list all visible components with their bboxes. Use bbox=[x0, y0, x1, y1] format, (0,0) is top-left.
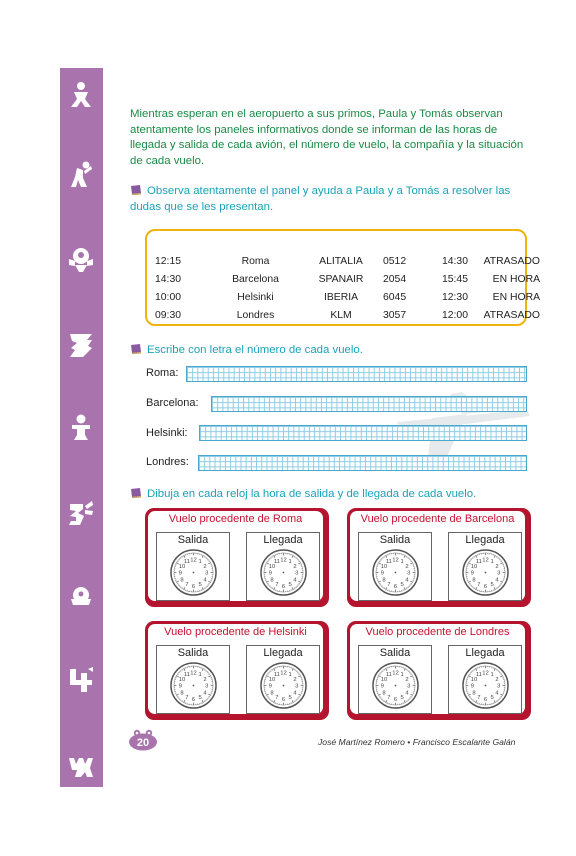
clock-number: 5 bbox=[198, 582, 202, 589]
clock-number: 12 bbox=[482, 670, 489, 677]
clock-number: 8 bbox=[180, 577, 184, 584]
clock-number: 7 bbox=[275, 695, 279, 702]
clock-number: 2 bbox=[203, 564, 207, 571]
clock-number: 5 bbox=[490, 582, 494, 589]
clock-number: 4 bbox=[293, 690, 297, 697]
flight-compania: SPANAIR bbox=[318, 273, 364, 285]
flight-estado: EN HORA bbox=[492, 273, 540, 285]
clock-number: 4 bbox=[405, 577, 409, 584]
flight-row bbox=[155, 270, 540, 288]
clock-number: 12 bbox=[190, 557, 197, 564]
clock-card bbox=[145, 621, 329, 720]
clock-number: 8 bbox=[270, 690, 274, 697]
clock-center bbox=[283, 685, 285, 687]
clock-number: 9 bbox=[470, 570, 474, 577]
clock-card-title: Vuelo procedente de Helsinki bbox=[164, 626, 307, 638]
flight-vuelo: 2054 bbox=[383, 273, 407, 285]
clock-number: 12 bbox=[482, 557, 489, 564]
clock-number: 1 bbox=[288, 672, 292, 679]
flight-compania: KLM bbox=[330, 309, 352, 321]
clock-number: 12 bbox=[280, 557, 287, 564]
clock-face[interactable] bbox=[169, 661, 218, 710]
flight-vuelo: 6045 bbox=[383, 291, 407, 303]
clock-number: 2 bbox=[495, 564, 499, 571]
clock-number: 5 bbox=[288, 582, 292, 589]
flight-row bbox=[155, 306, 540, 324]
clock-number: 8 bbox=[270, 577, 274, 584]
write-label-barcelona: Barcelona: bbox=[146, 397, 199, 409]
flight-ciudad: Roma bbox=[241, 255, 270, 267]
write-label-helsinki: Helsinki: bbox=[146, 427, 188, 439]
clock-number: 9 bbox=[470, 683, 474, 690]
clock-card-title: Vuelo procedente de Londres bbox=[365, 626, 510, 638]
clock-number: 7 bbox=[387, 582, 391, 589]
clock-number: 11 bbox=[273, 559, 280, 566]
flight-salida: 15:45 bbox=[441, 273, 468, 285]
clock-number: 1 bbox=[198, 672, 202, 679]
flight-vuelo: 0512 bbox=[383, 255, 407, 267]
clock-number: 9 bbox=[380, 683, 384, 690]
clock-number: 4 bbox=[495, 577, 499, 584]
clock-box-label: Llegada bbox=[263, 647, 303, 659]
instruction-observe bbox=[130, 184, 535, 215]
flight-estado: ATRASADO bbox=[483, 309, 540, 321]
sidebar bbox=[60, 68, 103, 787]
flight-ciudad: Helsinki bbox=[237, 291, 274, 303]
clock-face[interactable] bbox=[461, 661, 510, 710]
clock-number: 9 bbox=[380, 570, 384, 577]
clock-number: 9 bbox=[178, 683, 182, 690]
clock-number: 4 bbox=[405, 690, 409, 697]
clock-box-llegada bbox=[246, 645, 320, 714]
figure-icon-2 bbox=[66, 160, 96, 190]
clock-box-llegada bbox=[448, 645, 522, 714]
clock-number: 2 bbox=[293, 677, 297, 684]
clock-number: 4 bbox=[203, 577, 207, 584]
flight-salida: 12:30 bbox=[441, 291, 468, 303]
clock-number: 10 bbox=[380, 564, 388, 571]
clock-number: 6 bbox=[483, 696, 488, 703]
figure-icon-4 bbox=[66, 330, 96, 360]
clock-number: 11 bbox=[183, 559, 190, 566]
clock-number: 8 bbox=[382, 690, 386, 697]
figure-icon-9 bbox=[66, 750, 96, 780]
clock-number: 1 bbox=[490, 672, 494, 679]
figure-icon-7 bbox=[66, 581, 96, 611]
figure-icon-1 bbox=[66, 80, 96, 110]
clock-number: 6 bbox=[281, 696, 286, 703]
clock-card-title: Vuelo procedente de Barcelona bbox=[360, 513, 515, 525]
clock-number: 6 bbox=[483, 583, 488, 590]
flight-estado: ATRASADO bbox=[483, 255, 540, 267]
clock-number: 11 bbox=[385, 559, 392, 566]
clock-box-label: Salida bbox=[379, 647, 411, 659]
clock-center bbox=[485, 572, 487, 574]
clock-number: 5 bbox=[198, 695, 202, 702]
book-icon bbox=[130, 488, 142, 498]
clock-face[interactable] bbox=[371, 661, 420, 710]
clock-number: 4 bbox=[293, 577, 297, 584]
clock-center bbox=[395, 685, 397, 687]
clock-number: 6 bbox=[191, 583, 196, 590]
clock-number: 8 bbox=[472, 690, 476, 697]
clock-box-salida bbox=[358, 645, 432, 714]
clock-number: 7 bbox=[387, 695, 391, 702]
clock-card bbox=[347, 508, 531, 607]
write-label-roma: Roma: bbox=[146, 367, 179, 379]
clock-card-body bbox=[350, 511, 525, 601]
clock-number: 2 bbox=[405, 564, 409, 571]
figure-icon-3 bbox=[66, 245, 96, 275]
instruction-write bbox=[130, 343, 535, 359]
clock-number: 3 bbox=[205, 683, 209, 690]
clock-card-title: Vuelo procedente de Roma bbox=[168, 513, 303, 525]
clock-card-body bbox=[350, 624, 525, 714]
clock-number: 1 bbox=[490, 559, 494, 566]
clock-number: 7 bbox=[477, 695, 481, 702]
clock-number: 11 bbox=[475, 672, 482, 679]
clock-number: 3 bbox=[497, 683, 501, 690]
clock-card-body bbox=[148, 511, 323, 601]
clock-number: 1 bbox=[400, 672, 404, 679]
figure-icon-6 bbox=[66, 498, 96, 528]
clock-card bbox=[347, 621, 531, 720]
clock-number: 6 bbox=[393, 583, 398, 590]
clock-number: 1 bbox=[400, 559, 404, 566]
write-grid-londres[interactable] bbox=[198, 455, 527, 471]
flight-table bbox=[155, 252, 540, 324]
clock-number: 8 bbox=[180, 690, 184, 697]
clock-number: 10 bbox=[268, 564, 276, 571]
footer-authors: José Martínez Romero • Francisco Escalante Galán bbox=[318, 737, 516, 747]
clock-card-body bbox=[148, 624, 323, 714]
clock-box-label: Salida bbox=[177, 647, 209, 659]
clock-number: 5 bbox=[490, 695, 494, 702]
clock-center bbox=[395, 572, 397, 574]
clock-number: 7 bbox=[185, 695, 189, 702]
book-icon bbox=[130, 344, 142, 354]
clock-number: 10 bbox=[178, 564, 186, 571]
clock-number: 6 bbox=[191, 696, 196, 703]
clock-number: 8 bbox=[382, 577, 386, 584]
page-number: 20 bbox=[136, 737, 150, 749]
clock-number: 2 bbox=[495, 677, 499, 684]
clock-face[interactable] bbox=[371, 548, 420, 597]
clock-face[interactable] bbox=[169, 548, 218, 597]
flight-salida: 14:30 bbox=[441, 255, 468, 267]
page-number-badge bbox=[128, 729, 158, 751]
flight-llegada: 09:30 bbox=[155, 309, 182, 321]
clock-center bbox=[193, 685, 195, 687]
clock-number: 10 bbox=[178, 677, 186, 684]
figure-icon-5 bbox=[66, 413, 96, 443]
flight-ciudad: Barcelona bbox=[232, 273, 279, 285]
clock-number: 1 bbox=[288, 559, 292, 566]
clock-number: 3 bbox=[407, 683, 411, 690]
flight-llegada: 14:30 bbox=[155, 273, 182, 285]
write-grid-helsinki[interactable] bbox=[199, 425, 527, 441]
write-grid-roma[interactable] bbox=[186, 366, 527, 382]
clock-number: 3 bbox=[295, 683, 299, 690]
clock-number: 9 bbox=[178, 570, 182, 577]
clock-number: 10 bbox=[470, 564, 478, 571]
clock-number: 12 bbox=[392, 557, 399, 564]
clock-face[interactable] bbox=[259, 548, 308, 597]
instruction-write-text: Escribe con letra el número de cada vuelo. bbox=[147, 344, 363, 356]
clock-number: 11 bbox=[475, 559, 482, 566]
flight-estado: EN HORA bbox=[492, 291, 540, 303]
clock-number: 3 bbox=[205, 570, 209, 577]
book-icon bbox=[130, 185, 142, 195]
clock-face[interactable] bbox=[259, 661, 308, 710]
clock-number: 9 bbox=[268, 570, 272, 577]
clock-number: 11 bbox=[385, 672, 392, 679]
write-label-londres: Londres: bbox=[146, 456, 189, 468]
instruction-draw bbox=[130, 487, 535, 503]
clock-box-salida bbox=[156, 532, 230, 601]
clock-number: 3 bbox=[295, 570, 299, 577]
clock-card bbox=[145, 508, 329, 607]
clock-center bbox=[485, 685, 487, 687]
clock-number: 7 bbox=[275, 582, 279, 589]
clock-number: 9 bbox=[268, 683, 272, 690]
clock-number: 6 bbox=[281, 583, 286, 590]
flight-vuelo: 3057 bbox=[383, 309, 407, 321]
flight-ciudad: Londres bbox=[236, 309, 275, 321]
clock-box-salida bbox=[358, 532, 432, 601]
clock-number: 2 bbox=[203, 677, 207, 684]
clock-box-label: Salida bbox=[177, 534, 209, 546]
clock-number: 11 bbox=[273, 672, 280, 679]
clock-number: 10 bbox=[380, 677, 388, 684]
flight-llegada: 10:00 bbox=[155, 291, 182, 303]
flight-salida: 12:00 bbox=[441, 309, 468, 321]
clock-number: 12 bbox=[392, 670, 399, 677]
clock-number: 11 bbox=[183, 672, 190, 679]
clock-box-label: Llegada bbox=[465, 534, 505, 546]
clock-number: 5 bbox=[288, 695, 292, 702]
clock-number: 8 bbox=[472, 577, 476, 584]
clock-box-llegada bbox=[448, 532, 522, 601]
intro-paragraph: Mientras esperan en el aeropuerto a sus primos, Paula y Tomás observan atentamente los paneles informativos donde se informan de las horas de llegada y salida de cada avión, el número de vuelo, la compañía y la situación de cada vuelo. bbox=[130, 108, 524, 167]
clock-box-label: Salida bbox=[379, 534, 411, 546]
flight-compania: IBERIA bbox=[323, 291, 359, 303]
clock-number: 10 bbox=[268, 677, 276, 684]
clock-box-label: Llegada bbox=[465, 647, 505, 659]
flight-llegada: 12:15 bbox=[155, 255, 182, 267]
clock-center bbox=[193, 572, 195, 574]
instruction-draw-text: Dibuja en cada reloj la hora de salida y de llegada de cada vuelo. bbox=[147, 488, 477, 500]
clock-box-label: Llegada bbox=[263, 534, 303, 546]
write-grid-barcelona[interactable] bbox=[211, 396, 527, 412]
figure-icon-8 bbox=[66, 665, 96, 695]
clock-center bbox=[283, 572, 285, 574]
clock-box-llegada bbox=[246, 532, 320, 601]
clock-number: 4 bbox=[203, 690, 207, 697]
flight-row bbox=[155, 252, 540, 270]
clock-number: 4 bbox=[495, 690, 499, 697]
clock-number: 2 bbox=[405, 677, 409, 684]
clock-number: 7 bbox=[477, 582, 481, 589]
clock-number: 5 bbox=[400, 695, 404, 702]
clock-number: 12 bbox=[280, 670, 287, 677]
clock-number: 1 bbox=[198, 559, 202, 566]
clock-number: 5 bbox=[400, 582, 404, 589]
clock-number: 7 bbox=[185, 582, 189, 589]
flight-compania: ALITALIA bbox=[319, 255, 363, 267]
clock-number: 3 bbox=[407, 570, 411, 577]
instruction-observe-text: Observa atentamente el panel y ayuda a Paula y a Tomás a resolver las dudas que se les presentan. bbox=[130, 185, 511, 213]
clock-box-salida bbox=[156, 645, 230, 714]
clock-face[interactable] bbox=[461, 548, 510, 597]
clock-number: 3 bbox=[497, 570, 501, 577]
flight-row bbox=[155, 288, 540, 306]
clock-number: 12 bbox=[190, 670, 197, 677]
clock-number: 2 bbox=[293, 564, 297, 571]
clock-number: 10 bbox=[470, 677, 478, 684]
clock-number: 6 bbox=[393, 696, 398, 703]
